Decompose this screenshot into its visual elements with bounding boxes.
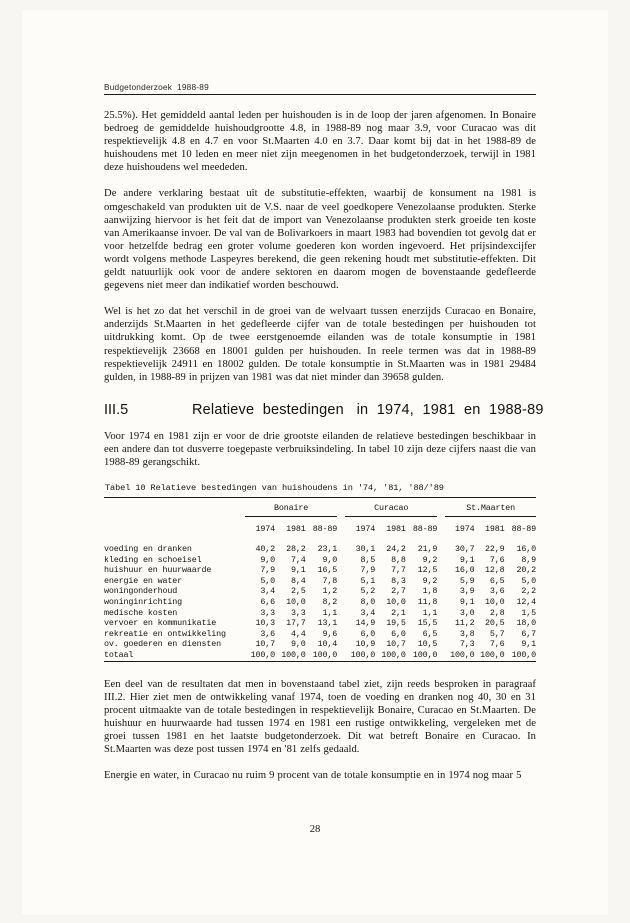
cell-stmaarten-88-89: 20,2	[516, 565, 536, 576]
cell-stmaarten-88-89: 5,0	[521, 575, 536, 586]
year-header-bonaire-1974: 1974	[255, 524, 275, 535]
cell-curacao-1974: 7,9	[360, 565, 376, 576]
year-header-stmaarten-1981: 1981	[484, 524, 505, 535]
cell-bonaire-1974: 3,3	[260, 607, 275, 618]
table-row	[104, 544, 536, 555]
cell-stmaarten-1974: 3,9	[459, 586, 475, 597]
cell-curacao-88-89: 1,8	[422, 586, 438, 597]
cell-curacao-88-89: 6,5	[422, 628, 438, 639]
row-label: voeding en dranken	[104, 544, 192, 555]
table-row	[104, 629, 536, 640]
cell-curacao-88-89: 1,1	[422, 607, 438, 618]
table-year-header-row	[104, 524, 536, 534]
column-gap	[437, 565, 445, 576]
cell-curacao-1981: 7,7	[391, 565, 406, 576]
cell-curacao-1981: 8,8	[391, 554, 406, 565]
cell-stmaarten-1981: 22,9	[484, 544, 505, 555]
column-gap	[437, 544, 445, 555]
cell-curacao-1981: 2,1	[391, 607, 406, 618]
cell-bonaire-1981: 100,0	[281, 650, 306, 660]
table-total-row	[104, 650, 536, 661]
cell-stmaarten-1981: 6,5	[489, 575, 505, 586]
column-gap	[437, 597, 445, 608]
table-body	[104, 544, 536, 661]
column-gap	[437, 639, 445, 650]
cell-stmaarten-1981: 2,8	[489, 607, 505, 618]
cell-bonaire-1974: 10,7	[255, 639, 275, 650]
row-label: huishuur en huurwaarde	[104, 565, 212, 576]
cell-curacao-1974: 3,4	[360, 607, 376, 618]
year-header-stmaarten-8889: 88-89	[511, 524, 536, 535]
table-caption: Tabel 10 Relatieve bestedingen van huishoudens in '74, '81, '88/'89	[105, 483, 444, 494]
cell-stmaarten-1974: 3,0	[459, 607, 475, 618]
cell-stmaarten-1974: 9,1	[459, 554, 475, 565]
table-row	[104, 565, 536, 576]
cell-curacao-1981: 8,3	[391, 575, 406, 586]
cell-curacao-1981: 6,0	[391, 628, 406, 639]
column-gap	[337, 576, 345, 587]
row-label: woninginrichting	[104, 597, 183, 608]
cell-bonaire-1981: 17,7	[286, 618, 306, 629]
cell-stmaarten-1981: 3,6	[489, 586, 505, 597]
year-header-curacao-8889: 88-89	[412, 524, 438, 535]
cell-bonaire-1981: 4,4	[291, 628, 306, 639]
table-header-gap-row	[104, 517, 536, 525]
cell-stmaarten-1974: 9,1	[459, 597, 475, 608]
section-title: Relatieve bestedingen in 1974, 1981 en 1988-89	[192, 401, 544, 418]
cell-curacao-1974: 5,2	[360, 586, 376, 597]
cell-stmaarten-1981: 5,7	[489, 628, 505, 639]
cell-bonaire-88-89: 7,8	[322, 575, 338, 586]
column-gap	[337, 565, 345, 576]
cell-curacao-1974: 10,9	[355, 639, 376, 650]
cell-curacao-1974: 14,9	[355, 618, 376, 629]
cell-stmaarten-88-89: 8,9	[521, 554, 536, 565]
cell-stmaarten-88-89: 1,5	[521, 607, 536, 618]
column-gap	[337, 650, 345, 661]
row-label: energie en water	[104, 575, 183, 586]
cell-curacao-1974: 8,5	[360, 554, 376, 565]
cell-bonaire-1981: 3,3	[291, 607, 306, 618]
cell-bonaire-1981: 28,2	[286, 544, 306, 555]
cell-stmaarten-1974: 5,9	[459, 575, 475, 586]
table-row	[104, 555, 536, 566]
group-header-stmaarten: St.Maarten	[466, 503, 516, 514]
cell-bonaire-1981: 9,0	[291, 639, 306, 650]
table-row	[104, 618, 536, 629]
column-gap	[337, 544, 345, 555]
cell-stmaarten-88-89: 6,7	[521, 628, 536, 639]
table-row	[104, 576, 536, 587]
cell-bonaire-88-89: 9,6	[322, 628, 338, 639]
paragraph-2: De andere verklaring bestaat uit de substitutie-effekten, waarbij de konsument na 1981 is omgeschakeld van produkten uit de V.S. naar de veel goedkopere Venezolaanse produkten. Sterke aanwijzing hiervoor is het feit dat de import van Venezolaanse produkten sterk groeide ten koste van Amerikaanse invoer. De val van de Bolivarkoers in maart 1983 had bovendien tot gevolg dat er voor hetzelfde bedrag een groter volume goederen kon worden ingevoerd. Het prijsindexcijfer wordt volgens methode Laspeyres berekend, die geen rekening houdt met substitutie-effekten. Dit geldt natuurlijk ook voor de andere sektoren en daarom mogen de bovenstaande gedefleerde gegevens niet meer dan indikatief worden beschouwd.	[104, 188, 536, 292]
cell-curacao-1981: 10,7	[386, 639, 406, 650]
cell-bonaire-1974: 6,6	[260, 597, 275, 608]
cell-bonaire-88-89: 1,1	[322, 607, 338, 618]
cell-bonaire-88-89: 13,1	[317, 618, 338, 629]
cell-bonaire-88-89: 8,2	[322, 597, 338, 608]
cell-bonaire-1974: 7,9	[260, 565, 275, 576]
column-gap	[337, 597, 345, 608]
cell-bonaire-1974: 3,6	[260, 628, 275, 639]
cell-bonaire-1974: 10,3	[255, 618, 275, 629]
cell-stmaarten-88-89: 2,2	[521, 586, 536, 597]
cell-bonaire-1974: 3,4	[260, 586, 275, 597]
cell-curacao-88-89: 15,5	[417, 618, 438, 629]
cell-curacao-1974: 30,1	[355, 544, 376, 555]
cell-curacao-88-89: 11,8	[417, 597, 438, 608]
cell-bonaire-1974: 5,0	[260, 575, 275, 586]
cell-bonaire-88-89: 23,1	[317, 544, 338, 555]
cell-curacao-1981: 100,0	[381, 650, 406, 660]
cell-curacao-1981: 19,5	[386, 618, 406, 629]
cell-stmaarten-1974: 3,8	[459, 628, 475, 639]
document-content	[104, 82, 544, 795]
cell-curacao-1981: 10,0	[386, 597, 406, 608]
cell-curacao-88-89: 9,2	[422, 554, 438, 565]
cell-stmaarten-88-89: 16,0	[516, 544, 536, 555]
row-label: medische kosten	[104, 607, 178, 618]
cell-curacao-1974: 100,0	[350, 650, 376, 660]
cell-stmaarten-1974: 30,7	[455, 544, 475, 555]
column-gap	[337, 608, 345, 619]
row-label: rekreatie en ontwikkeling	[104, 628, 226, 639]
column-gap	[437, 650, 445, 661]
cell-stmaarten-1974: 11,2	[455, 618, 475, 629]
row-label: totaal	[104, 650, 134, 660]
cell-stmaarten-88-89: 9,1	[521, 639, 536, 650]
column-gap	[337, 555, 345, 566]
cell-stmaarten-1981: 7,6	[489, 639, 505, 650]
cell-bonaire-88-89: 10,4	[317, 639, 338, 650]
cell-stmaarten-1981: 100,0	[480, 650, 505, 660]
cell-bonaire-88-89: 9,0	[322, 554, 338, 565]
cell-curacao-88-89: 10,5	[417, 639, 438, 650]
cell-curacao-1981: 2,7	[391, 586, 406, 597]
column-gap	[437, 618, 445, 629]
cell-bonaire-88-89: 1,2	[322, 586, 338, 597]
cell-bonaire-1974: 40,2	[255, 544, 275, 555]
cell-curacao-88-89: 12,5	[417, 565, 438, 576]
row-label: vervoer en kommunikatie	[104, 618, 217, 629]
row-label: ov. goederen en diensten	[104, 639, 222, 650]
cell-curacao-88-89: 9,2	[422, 575, 438, 586]
table-row	[104, 586, 536, 597]
year-header-bonaire-8889: 88-89	[312, 524, 338, 535]
year-header-bonaire-1981: 1981	[286, 524, 306, 535]
cell-curacao-88-89: 21,9	[417, 544, 438, 555]
cell-bonaire-1981: 8,4	[291, 575, 306, 586]
column-gap	[337, 639, 345, 650]
cell-stmaarten-88-89: 12,4	[516, 597, 536, 608]
year-header-curacao-1981: 1981	[386, 524, 406, 535]
cell-stmaarten-1981: 7,6	[489, 554, 505, 565]
table-row	[104, 608, 536, 619]
cell-bonaire-1981: 2,5	[291, 586, 306, 597]
column-gap	[437, 608, 445, 619]
cell-bonaire-1981: 7,4	[291, 554, 306, 565]
cell-curacao-1981: 24,2	[386, 544, 406, 555]
cell-bonaire-1974: 100,0	[250, 650, 275, 660]
column-gap	[337, 586, 345, 597]
section-number: III.5	[104, 401, 129, 418]
relative-expenditure-table	[104, 497, 536, 664]
column-gap	[437, 629, 445, 640]
row-label: woningonderhoud	[104, 586, 178, 597]
paragraph-4: Voor 1974 en 1981 zijn er voor de drie grootste eilanden de relatieve bestedingen beschikbaar in een andere dan tot dusverre toegepaste verbruiksindeling. In tabel 10 zijn deze cijfers naast die van 1988-89 gerangschikt.	[104, 430, 536, 468]
cell-stmaarten-1981: 12,8	[484, 565, 505, 576]
page-number: 28	[309, 824, 321, 835]
paragraph-3: Wel is het zo dat het verschil in de groei van de welvaart tussen enerzijds Curacao en Bonaire, anderzijds St.Maarten in het gedefleerde cijfer van de totale bestedingen per huishouden tot uitdrukking komt. Op de twee eerstgenoemde eilanden was de totale konsumptie in 1981 respektievelijk 23668 en 18001 gulden per huishouden. In reele termen was dat in 1988-89 respektievelijk 24911 en 18002 gulden. De totale konsumptie in St.Maarten was in 1981 29484 gulden, in 1988-89 in prijzen van 1981 was dat niet minder dan 39658 gulden.	[104, 306, 536, 383]
row-label: kleding en schoeisel	[104, 554, 202, 565]
table-row	[104, 639, 536, 650]
cell-bonaire-1981: 9,1	[291, 565, 306, 576]
column-gap	[437, 555, 445, 566]
paragraph-6: Energie en water, in Curacao nu ruim 9 procent van de totale konsumptie en in 1974 nog maar 5	[104, 770, 522, 782]
cell-bonaire-1974: 9,0	[260, 554, 275, 565]
cell-stmaarten-1974: 7,3	[459, 639, 475, 650]
cell-stmaarten-1981: 20,5	[484, 618, 505, 629]
column-gap	[337, 618, 345, 629]
running-header: Budgetonderzoek 1988-89	[104, 82, 209, 92]
column-gap	[437, 576, 445, 587]
cell-curacao-1974: 6,0	[360, 628, 376, 639]
cell-stmaarten-1974: 100,0	[450, 650, 475, 660]
cell-bonaire-88-89: 100,0	[312, 650, 338, 660]
cell-stmaarten-88-89: 18,0	[516, 618, 536, 629]
table-group-header-row	[104, 503, 536, 513]
paragraph-5: Een deel van de resultaten dat men in bovenstaand tabel ziet, zijn reeds besproken in paragraaf III.2. Hier ziet men de ontwikkeling vanaf 1974, toen de voeding en dranken nog 40, 30 en 31 procent uitmaakte van de totale bestedingen in respektievelijk Bonaire, Curacao en St.Maarten. De huishuur en huurwaarde had tussen 1974 en 1981 een rustige ontwikkeling, vergeleken met de groei tussen 1981 en het laatste budgetonderzoek. Dit wat betreft Bonaire en Curacao. In St.Maarten was deze post tussen 1974 en '81 zelfs gedaald.	[104, 678, 536, 756]
section-heading	[104, 401, 544, 418]
cell-curacao-88-89: 100,0	[412, 650, 438, 660]
cell-stmaarten-1981: 10,0	[484, 597, 505, 608]
cell-bonaire-1981: 10,0	[286, 597, 306, 608]
year-header-stmaarten-1974: 1974	[455, 524, 475, 535]
group-header-bonaire: Bonaire	[273, 503, 309, 514]
group-header-curacao: Curacao	[374, 503, 409, 514]
column-gap	[337, 629, 345, 640]
cell-stmaarten-1974: 16,0	[455, 565, 475, 576]
cell-bonaire-88-89: 16,5	[317, 565, 338, 576]
cell-curacao-1974: 5,1	[360, 575, 376, 586]
year-header-curacao-1974: 1974	[355, 524, 376, 535]
paragraph-1: 25.5%). Het gemiddeld aantal leden per huishouden is in de loop der jaren afgenomen. In Bonaire bedroeg de gemiddelde huishoudgrootte 4.8, in 1988-89 nog maar 3.9, voor Curacao was dit respektievelijk 4.8 en 4.7 en voor St.Maarten 4.0 en 3.7. Daar komt bij dat in het 1988-89 de huishoudens met 10 leden en meer niet zijn meegenomen in het budgetonderzoek, terwijl in 1981 deze huishoudens wel meededen.	[104, 110, 536, 174]
running-header-rule	[104, 94, 536, 95]
cell-stmaarten-88-89: 100,0	[511, 650, 536, 660]
table-row	[104, 597, 536, 608]
cell-curacao-1974: 8,0	[360, 597, 376, 608]
column-gap	[437, 586, 445, 597]
